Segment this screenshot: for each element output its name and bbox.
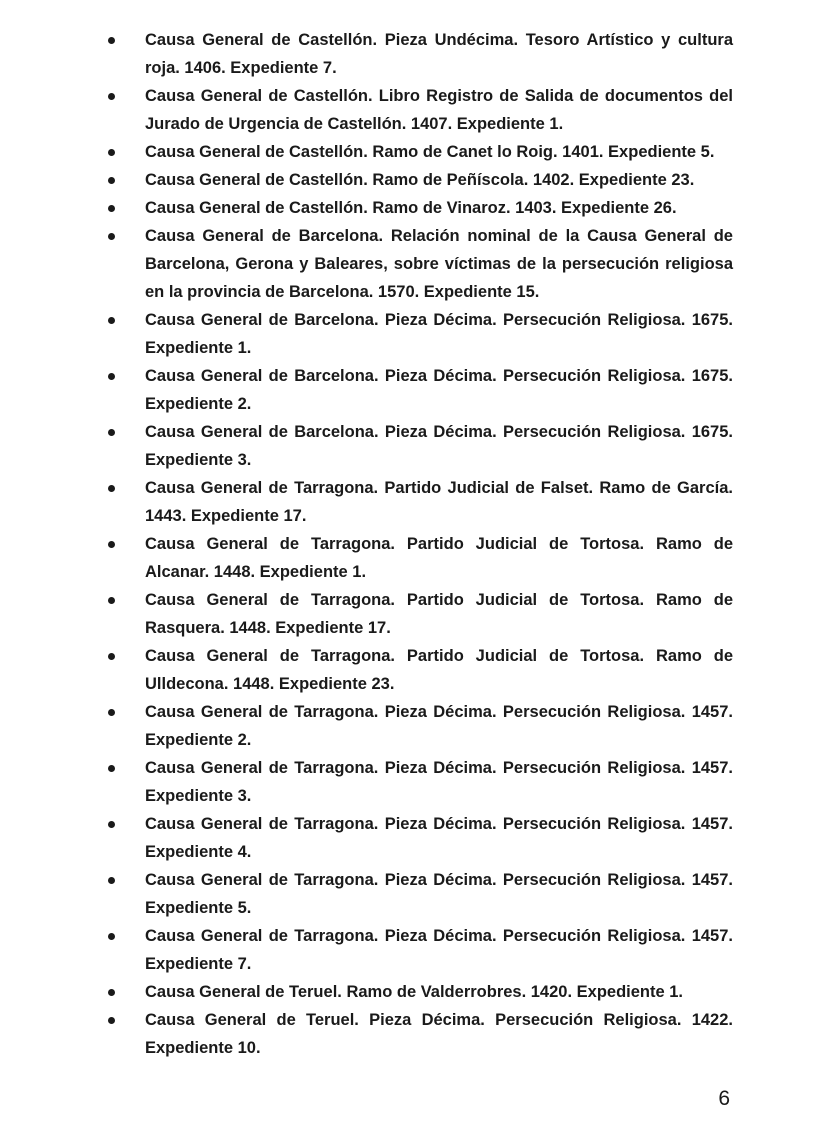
- list-item: [0, 754, 825, 810]
- list-item-text: Causa General de Castellón. Ramo de Vinaroz. 1403. Expediente 26.: [145, 199, 677, 217]
- list-item-text: Causa General de Tarragona. Pieza Décima. Persecución Religiosa. 1457. Expediente 5.: [145, 871, 733, 917]
- list-item: [0, 698, 825, 754]
- list-item: [0, 306, 825, 362]
- list-item: [0, 1006, 825, 1062]
- list-item: [0, 474, 825, 530]
- bullet-icon: [108, 373, 115, 380]
- bullet-icon: [108, 37, 115, 44]
- list-item: [0, 922, 825, 978]
- list-item: [0, 586, 825, 642]
- list-item: [0, 26, 825, 82]
- bullet-icon: [108, 149, 115, 156]
- list-item: [0, 194, 825, 222]
- list-item-text: Causa General de Teruel. Pieza Décima. Persecución Religiosa. 1422. Expediente 10.: [145, 1011, 733, 1057]
- archive-entry-list: [0, 26, 825, 1062]
- bullet-icon: [108, 541, 115, 548]
- bullet-icon: [108, 93, 115, 100]
- list-item-text: Causa General de Barcelona. Pieza Décima. Persecución Religiosa. 1675. Expediente 3.: [145, 423, 733, 469]
- bullet-icon: [108, 177, 115, 184]
- bullet-icon: [108, 877, 115, 884]
- bullet-icon: [108, 233, 115, 240]
- list-item: [0, 530, 825, 586]
- list-item: [0, 82, 825, 138]
- list-item: [0, 978, 825, 1006]
- bullet-icon: [108, 205, 115, 212]
- list-item: [0, 222, 825, 306]
- bullet-icon: [108, 653, 115, 660]
- list-item-text: Causa General de Tarragona. Pieza Décima. Persecución Religiosa. 1457. Expediente 3.: [145, 759, 733, 805]
- list-item-text: Causa General de Castellón. Libro Registro de Salida de documentos del Jurado de Urgencia de Castellón. 1407. Expediente 1.: [145, 87, 733, 133]
- list-item: [0, 866, 825, 922]
- list-item-text: Causa General de Tarragona. Pieza Décima. Persecución Religiosa. 1457. Expediente 7.: [145, 927, 733, 973]
- list-item-text: Causa General de Teruel. Ramo de Valderrobres. 1420. Expediente 1.: [145, 983, 684, 1001]
- list-item: [0, 642, 825, 698]
- list-item-text: Causa General de Tarragona. Partido Judicial de Falset. Ramo de García. 1443. Expediente 17.: [145, 479, 733, 525]
- bullet-icon: [108, 933, 115, 940]
- list-item: [0, 810, 825, 866]
- bullet-icon: [108, 597, 115, 604]
- list-item: [0, 138, 825, 166]
- list-item-text: Causa General de Barcelona. Relación nominal de la Causa General de Barcelona, Gerona y Baleares, sobre víctimas de la persecución religiosa en la provincia de Barcelona. 1570. Expediente 15.: [145, 227, 733, 301]
- bullet-icon: [108, 765, 115, 772]
- list-item-text: Causa General de Tarragona. Partido Judicial de Tortosa. Ramo de Alcanar. 1448. Expediente 1.: [145, 535, 733, 581]
- list-item-text: Causa General de Castellón. Ramo de Canet lo Roig. 1401. Expediente 5.: [145, 143, 715, 161]
- list-item: [0, 418, 825, 474]
- list-item-text: Causa General de Tarragona. Partido Judicial de Tortosa. Ramo de Rasquera. 1448. Expediente 17.: [145, 591, 733, 637]
- bullet-icon: [108, 485, 115, 492]
- page-number: 6: [718, 1087, 730, 1110]
- list-item: [0, 166, 825, 194]
- bullet-icon: [108, 709, 115, 716]
- list-item-text: Causa General de Tarragona. Partido Judicial de Tortosa. Ramo de Ulldecona. 1448. Expediente 23.: [145, 647, 733, 693]
- bullet-icon: [108, 1017, 115, 1024]
- bullet-icon: [108, 429, 115, 436]
- list-item: [0, 362, 825, 418]
- list-item-text: Causa General de Barcelona. Pieza Décima. Persecución Religiosa. 1675. Expediente 2.: [145, 367, 733, 413]
- bullet-icon: [108, 317, 115, 324]
- list-item-text: Causa General de Castellón. Ramo de Peñíscola. 1402. Expediente 23.: [145, 171, 695, 189]
- bullet-icon: [108, 989, 115, 996]
- list-item-text: Causa General de Barcelona. Pieza Décima. Persecución Religiosa. 1675. Expediente 1.: [145, 311, 733, 357]
- list-item-text: Causa General de Castellón. Pieza Undécima. Tesoro Artístico y cultura roja. 1406. Expediente 7.: [145, 31, 733, 77]
- list-item-text: Causa General de Tarragona. Pieza Décima. Persecución Religiosa. 1457. Expediente 4.: [145, 815, 733, 861]
- list-item-text: Causa General de Tarragona. Pieza Décima. Persecución Religiosa. 1457. Expediente 2.: [145, 703, 733, 749]
- bullet-icon: [108, 821, 115, 828]
